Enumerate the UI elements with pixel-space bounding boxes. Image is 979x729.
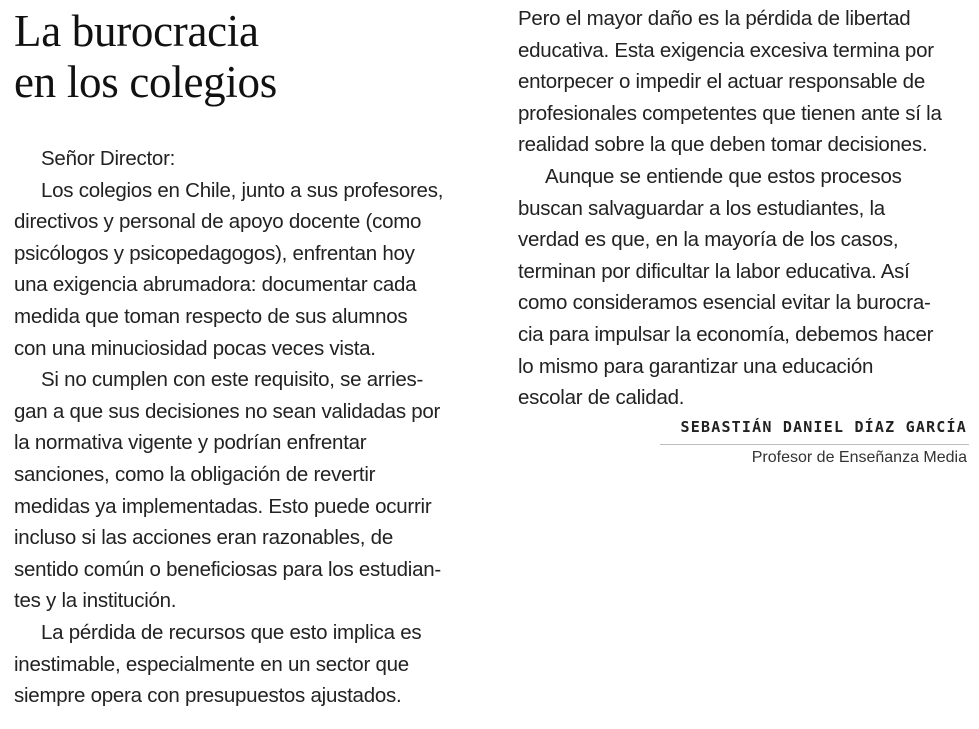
- text-line: medidas ya implementadas. Esto puede ocurrir: [14, 494, 432, 518]
- text-line: profesionales competentes que tienen ante sí la: [518, 101, 942, 125]
- author-role: Profesor de Enseñanza Media: [751, 449, 967, 466]
- text-line: Los colegios en Chile, junto a sus profesores,: [41, 178, 444, 202]
- text-line: cia para impulsar la economía, debemos hacer: [518, 322, 934, 346]
- title-line-1: La burocracia: [14, 6, 259, 56]
- text-line: psicólogos y psicopedagogos), enfrentan hoy: [14, 241, 415, 265]
- salutation: Señor Director:: [41, 147, 176, 170]
- text-line: una exigencia abrumadora: documentar cada: [14, 273, 417, 297]
- text-line: buscan salvaguardar a los estudiantes, la: [518, 196, 885, 220]
- text-line: La pérdida de recursos que esto implica es: [41, 620, 422, 644]
- text-line: medida que toman respecto de sus alumnos: [14, 304, 408, 328]
- text-line: realidad sobre la que deben tomar decisiones.: [518, 133, 928, 157]
- text-line: lo mismo para garantizar una educación: [518, 354, 874, 378]
- letter-right-column: [518, 3, 970, 414]
- article-title: [14, 6, 277, 108]
- text-line: Aunque se entiende que estos procesos: [545, 164, 902, 188]
- title-line-2: en los colegios: [14, 57, 277, 107]
- text-line: la normativa vigente y podrían enfrentar: [14, 431, 367, 455]
- text-line: directivos y personal de apoyo docente (como: [14, 210, 422, 234]
- text-line: tes y la institución.: [14, 589, 177, 613]
- text-line: gan a que sus decisiones no sean validadas por: [14, 399, 441, 423]
- text-line: educativa. Esta exigencia excesiva termina por: [518, 38, 934, 62]
- text-line: con una minuciosidad pocas veces vista.: [14, 336, 376, 360]
- text-line: entorpecer o impedir el actuar responsable de: [518, 70, 925, 94]
- signature-divider: [660, 444, 969, 445]
- text-line: sanciones, como la obligación de revertir: [14, 462, 376, 486]
- letter-left-column: [14, 143, 484, 712]
- text-line: verdad es que, en la mayoría de los casos,: [518, 228, 899, 252]
- text-line: como consideramos esencial evitar la burocra-: [518, 291, 931, 315]
- text-line: sentido común o beneficiosas para los estudian-: [14, 557, 441, 581]
- author-name: SEBASTIÁN DANIEL DÍAZ GARCÍA: [680, 418, 967, 436]
- text-line: Si no cumplen con este requisito, se arries-: [41, 368, 424, 392]
- text-line: siempre opera con presupuestos ajustados.: [14, 684, 402, 708]
- text-line: Pero el mayor daño es la pérdida de libertad: [518, 7, 911, 30]
- text-line: terminan por dificultar la labor educativa. Así: [518, 259, 910, 283]
- text-line: incluso si las acciones eran razonables, de: [14, 526, 393, 550]
- text-line: escolar de calidad.: [518, 386, 685, 410]
- text-line: inestimable, especialmente en un sector que: [14, 652, 409, 676]
